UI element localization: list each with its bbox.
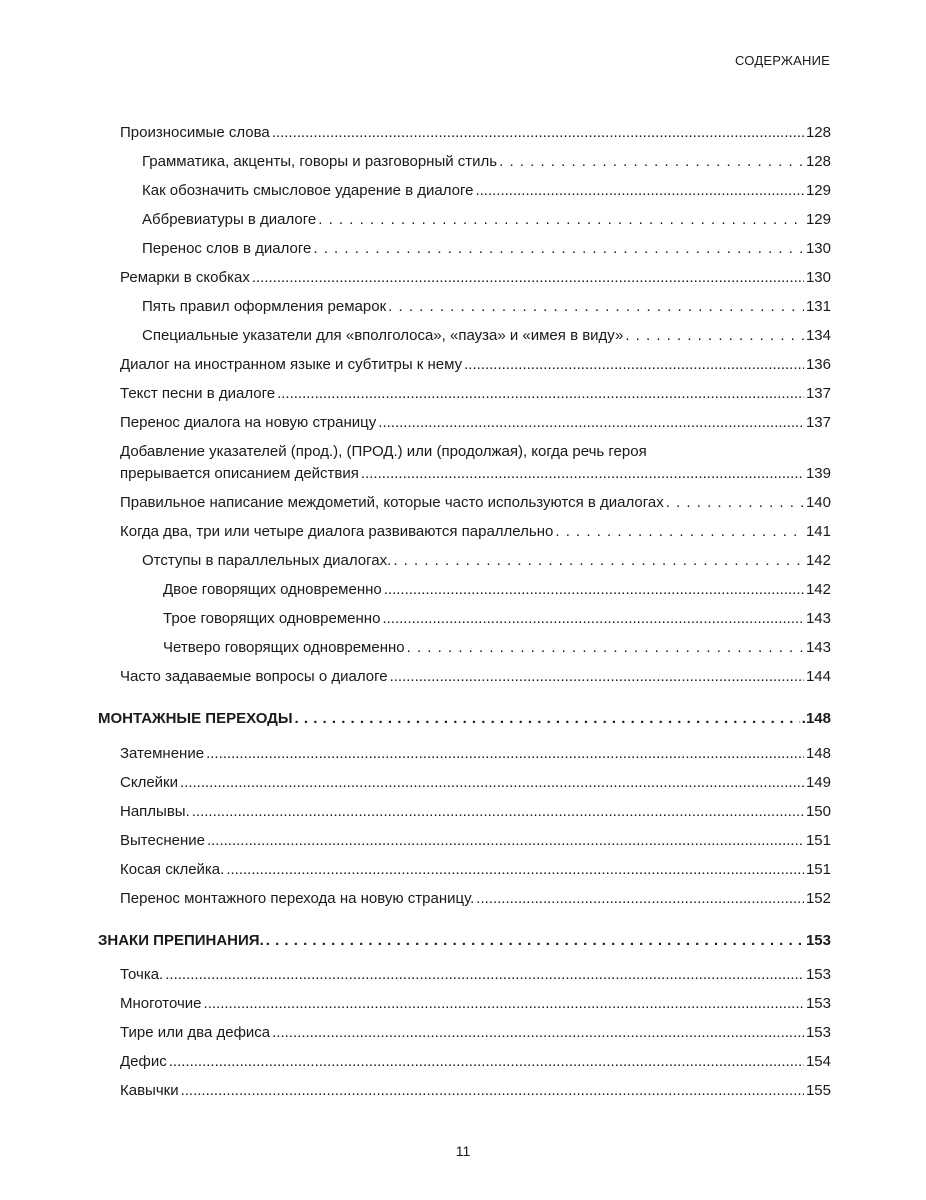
toc-entry-title-line2: прерывается описанием действия — [120, 465, 359, 482]
toc-entry[interactable] — [120, 993, 831, 1015]
toc-entry[interactable] — [120, 1080, 831, 1102]
leader-dots — [384, 579, 804, 601]
toc-entry[interactable] — [120, 830, 831, 852]
leader-dots — [475, 180, 804, 202]
toc-entry-title: Затемнение — [120, 745, 205, 762]
toc-entry-title: Перенос монтажного перехода на новую страницу. — [120, 890, 475, 907]
running-head: СОДЕРЖАНИЕ — [734, 53, 830, 68]
leader-dots — [361, 463, 804, 485]
toc-entry-page: 143 — [805, 610, 831, 627]
leader-dots — [272, 1022, 804, 1044]
leader-dots — [204, 993, 804, 1015]
toc-entry-title: Пять правил оформления ремарок — [142, 298, 387, 315]
leader-dots — [382, 608, 804, 630]
toc-entry-title: Правильное написание междометий, которые часто используются в диалогах — [120, 494, 664, 511]
toc-entry-page: 144 — [805, 668, 831, 685]
leader-dots — [295, 708, 800, 730]
toc-entry[interactable] — [142, 238, 831, 260]
toc-entry[interactable] — [120, 888, 831, 910]
toc-entry[interactable] — [163, 608, 831, 630]
toc-entry-title: Аббревиатуры в диалоге — [142, 211, 317, 228]
toc-entry[interactable] — [120, 492, 831, 514]
leader-dots — [181, 1080, 804, 1102]
toc-entry-title: Произносимые слова — [120, 124, 270, 141]
toc-entry-title: Двое говорящих одновременно — [163, 581, 382, 598]
leader-dots — [318, 209, 804, 231]
toc-entry-title: Дефис — [120, 1053, 167, 1070]
leader-dots — [165, 964, 804, 986]
toc-section-heading[interactable] — [98, 930, 831, 952]
toc-entry-title: Перенос слов в диалоге — [142, 240, 312, 257]
toc-entry[interactable] — [120, 383, 831, 405]
leader-dots — [378, 412, 804, 434]
toc-entry-title: Специальные указатели для «вполголоса», «пауза» и «имея в виду» — [142, 327, 624, 344]
toc-entry[interactable] — [120, 441, 831, 485]
toc-entry[interactable] — [120, 964, 831, 986]
toc-entry[interactable] — [120, 743, 831, 765]
toc-entry[interactable] — [142, 151, 831, 173]
toc-entry-title: Склейки — [120, 774, 178, 791]
toc-entry-page: 142 — [805, 581, 831, 598]
leader-dots — [192, 801, 804, 823]
leader-dots — [476, 888, 804, 910]
toc-entry-page: 131 — [805, 298, 831, 315]
toc-entry-title: Текст песни в диалоге — [120, 385, 276, 402]
toc-entry[interactable] — [120, 859, 831, 881]
toc-entry-title: Косая склейка. — [120, 861, 225, 878]
leader-dots — [666, 492, 804, 514]
toc-entry-page: 136 — [805, 356, 831, 373]
toc-entry-title: Как обозначить смысловое ударение в диалоге — [142, 182, 474, 199]
toc-entry-title: Ремарки в скобках — [120, 269, 250, 286]
toc-entry-title: Грамматика, акценты, говоры и разговорный стиль — [142, 153, 498, 170]
leader-dots — [206, 743, 804, 765]
toc-entry-title: Тире или два дефиса — [120, 1024, 271, 1041]
toc-entry-page: 137 — [805, 414, 831, 431]
toc-entry-page: 134 — [805, 327, 831, 344]
toc-entry-title: Многоточие — [120, 995, 202, 1012]
toc-entry[interactable] — [142, 550, 831, 572]
toc-entry[interactable] — [163, 579, 831, 601]
toc-entry-page: 137 — [805, 385, 831, 402]
toc-entry-title: Когда два, три или четыре диалога развиваются параллельно — [120, 523, 554, 540]
toc-entry-page: 151 — [805, 832, 831, 849]
toc-entry[interactable] — [120, 772, 831, 794]
toc-entry-page: 148 — [805, 745, 831, 762]
leader-dots — [252, 267, 804, 289]
toc-entry-page: 153 — [805, 995, 831, 1012]
leader-dots — [393, 550, 804, 572]
toc-entry[interactable] — [120, 267, 831, 289]
toc-entry[interactable] — [120, 521, 831, 543]
toc-entry-title: Наплывы. — [120, 803, 190, 820]
toc-entry-page: 128 — [805, 124, 831, 141]
toc-entry[interactable] — [120, 1022, 831, 1044]
toc-entry-page: 152 — [805, 890, 831, 907]
toc-entry-title: Отступы в параллельных диалогах. — [142, 552, 392, 569]
toc-entry[interactable] — [120, 1051, 831, 1073]
toc-entry-page: 150 — [805, 803, 831, 820]
toc-entry-page: 149 — [805, 774, 831, 791]
toc-entry[interactable] — [120, 354, 831, 376]
toc-entry-page: 153 — [805, 966, 831, 983]
toc-entry-page: 155 — [805, 1082, 831, 1099]
toc-entry-page: 153 — [805, 1024, 831, 1041]
toc-section-heading[interactable] — [98, 708, 831, 730]
toc-entry[interactable] — [142, 180, 831, 202]
leader-dots — [313, 238, 804, 260]
toc-entry-page: 142 — [805, 552, 831, 569]
toc-entry-title: ЗНАКИ ПРЕПИНАНИЯ. — [98, 932, 264, 949]
leader-dots — [272, 122, 804, 144]
toc-entry[interactable] — [142, 209, 831, 231]
toc-entry-page: 129 — [805, 211, 831, 228]
toc-entry-title: Вытеснение — [120, 832, 205, 849]
leader-dots — [407, 637, 804, 659]
toc-entry-title: Диалог на иностранном языке и субтитры к нему — [120, 356, 463, 373]
leader-dots — [390, 666, 804, 688]
toc-entry-page: 151 — [805, 861, 831, 878]
toc-entry[interactable] — [142, 325, 831, 347]
toc-entry[interactable] — [163, 637, 831, 659]
leader-dots — [226, 859, 804, 881]
leader-dots — [464, 354, 804, 376]
leader-dots — [277, 383, 804, 405]
leader-dots — [266, 930, 804, 952]
toc-entry-title: Кавычки — [120, 1082, 179, 1099]
toc-entry-page: 153 — [805, 932, 831, 949]
toc-entry-title-line1: Добавление указателей (прод.), (ПРОД.) или (продолжая), когда речь героя — [120, 443, 647, 460]
toc-entry-title: Часто задаваемые вопросы о диалоге — [120, 668, 388, 685]
toc-entry-page: 154 — [805, 1053, 831, 1070]
toc-entry-title: Трое говорящих одновременно — [163, 610, 381, 627]
leader-dots — [625, 325, 804, 347]
toc-entry-title: МОНТАЖНЫЕ ПЕРЕХОДЫ — [98, 710, 293, 727]
toc-entry-page: .148 — [801, 710, 831, 727]
leader-dots — [207, 830, 804, 852]
toc-entry-page: 140 — [805, 494, 831, 511]
toc-entry-page: 128 — [805, 153, 831, 170]
leader-dots — [180, 772, 804, 794]
toc-entry-page: 141 — [805, 523, 831, 540]
toc-entry[interactable] — [120, 666, 831, 688]
toc-entry-page: 139 — [805, 465, 831, 482]
toc-entry[interactable] — [120, 412, 831, 434]
toc-entry[interactable] — [120, 122, 831, 144]
leader-dots — [555, 521, 804, 543]
toc-entry-title: Перенос диалога на новую страницу — [120, 414, 377, 431]
toc-entry[interactable] — [120, 801, 831, 823]
toc-entry-title: Точка. — [120, 966, 164, 983]
toc-entry-page: 143 — [805, 639, 831, 656]
toc-entry-page: 130 — [805, 269, 831, 286]
toc-entry-page: 130 — [805, 240, 831, 257]
toc-entry[interactable] — [142, 296, 831, 318]
leader-dots — [388, 296, 804, 318]
page-number: 11 — [455, 1143, 471, 1159]
leader-dots — [169, 1051, 804, 1073]
toc-entry-title: Четверо говорящих одновременно — [163, 639, 405, 656]
leader-dots — [499, 151, 804, 173]
toc-entry-page: 129 — [805, 182, 831, 199]
